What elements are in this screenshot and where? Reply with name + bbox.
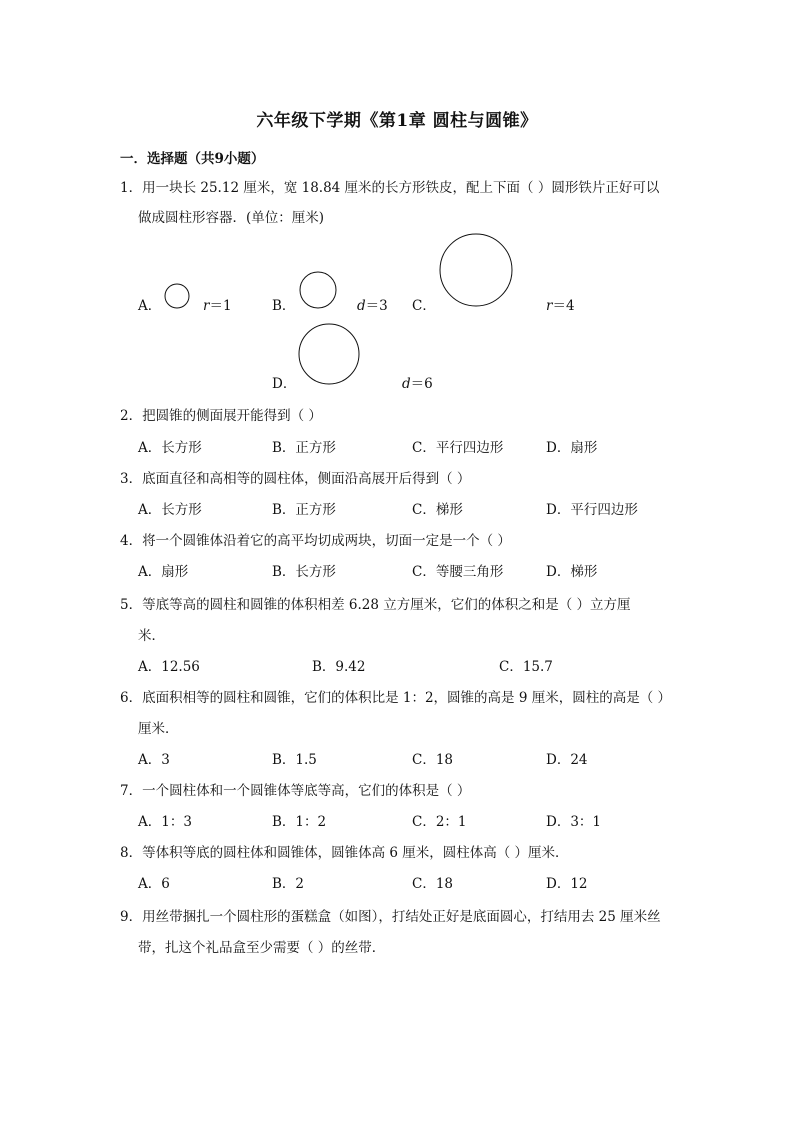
question-8-option-a: A．6 [138,876,170,892]
question-8-option-c: C．18 [412,876,454,892]
question-7-option-c: C．2：1 [412,814,467,830]
question-4-option-c: C．等腰三角形 [412,564,504,580]
question-6-line-2: 厘米． [138,721,179,737]
question-3-option-c: C．梯形 [412,502,463,518]
question-2-option-a: A．长方形 [138,440,202,456]
circle-c-icon [439,233,515,309]
circle-c-label: r＝4 [546,298,575,314]
question-9-line-1: 9．用丝带捆扎一个圆柱形的蛋糕盒（如图），打结处正好是底面圆心，打结用去 25 厘米丝 [120,909,661,925]
question-5-option-c: C．15.7 [499,659,553,675]
question-8-option-b: B．2 [272,876,305,892]
circle-b-icon [299,271,337,309]
question-3-option-a: A．长方形 [138,502,202,518]
page-title: 六年级下学期《第1章 圆柱与圆锥》 [256,111,538,131]
question-3-stem: 3．底面直径和高相等的圆柱体，侧面沿高展开后得到（ ） [120,471,471,487]
question-2-option-b: B．正方形 [272,440,336,456]
question-7-option-b: B．1：2 [272,814,327,830]
question-3-option-d: D．平行四边形 [546,502,638,518]
question-4-option-b: B．长方形 [272,564,336,580]
question-5-option-a: A．12.56 [138,659,200,675]
question-2-stem: 2．把圆锥的侧面展开能得到（ ） [120,408,322,424]
question-7-option-d: D．3：1 [546,814,602,830]
question-2-option-c: C．平行四边形 [412,440,504,456]
question-4-option-d: D．梯形 [546,564,598,580]
circle-b-label: d＝3 [357,298,388,314]
question-1-line-1: 1．用一块长 25.12 厘米，宽 18.84 厘米的长方形铁皮，配上下面（ ）圆形铁片正好可以 [120,180,660,196]
question-9-line-2: 带，扎这个礼品盒至少需要（ ）的丝带． [138,940,386,956]
question-1-option-b: B． [272,298,296,314]
circle-d-icon [298,323,362,387]
question-7-stem: 7．一个圆柱体和一个圆锥体等底等高，它们的体积是（ ） [120,783,471,799]
question-6-option-d: D．24 [546,752,588,768]
question-6-option-c: C．18 [412,752,454,768]
question-6-option-b: B．1.5 [272,752,317,768]
circle-d-label: d＝6 [402,376,433,392]
question-4-option-a: A．扇形 [138,564,189,580]
question-5-line-2: 米． [138,628,165,644]
question-1-option-d: D． [272,376,297,392]
circle-a-icon [164,283,190,309]
question-4-stem: 4．将一个圆锥体沿着它的高平均切成两块，切面一定是一个（ ） [120,533,511,549]
question-6-line-1: 6．底面积相等的圆柱和圆锥，它们的体积比是 1：2，圆锥的高是 9 厘米，圆柱的高是（ ） [120,690,672,706]
question-5-option-b: B．9.42 [312,659,366,675]
question-7-option-a: A．1：3 [138,814,192,830]
question-8-option-d: D．12 [546,876,588,892]
section-heading: 一．选择题（共9小题） [120,151,265,167]
question-1-line-2: 做成圆柱形容器．(单位：厘米) [138,210,325,226]
question-8-stem: 8．等体积等底的圆柱体和圆锥体，圆锥体高 6 厘米，圆柱体高（ ）厘米． [120,845,569,861]
question-1-option-a: A． [138,298,162,314]
question-1-option-c: C． [412,298,436,314]
circle-a-label: r＝1 [203,298,232,314]
question-3-option-b: B．正方形 [272,502,336,518]
question-6-option-a: A．3 [138,752,170,768]
question-5-line-1: 5．等底等高的圆柱和圆锥的体积相差 6.28 立方厘米，它们的体积之和是（ ）立方厘 [120,597,631,613]
question-2-option-d: D．扇形 [546,440,598,456]
